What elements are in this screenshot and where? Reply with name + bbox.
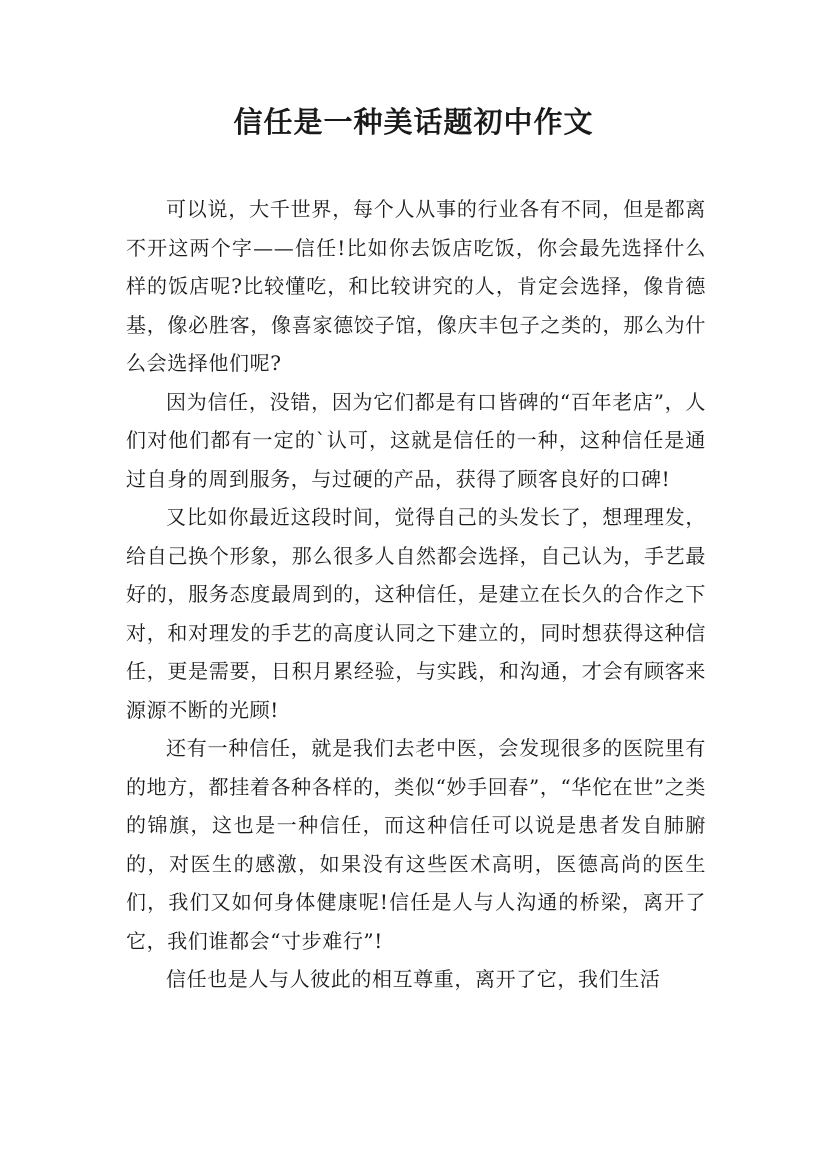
document-body [126,190,706,999]
paragraph-4: 还有一种信任，就是我们去老中医，会发现很多的医院里有的地方，都挂着各种各样的，类似“妙手回春”，“华佗在世”之类的锦旗，这也是一种信任，而这种信任可以说是患者发自肺腑的，对医生的感激，如果没有这些医术高明，医德高尚的医生们，我们又如何身体健康呢!信任是人与人沟通的桥梁，离开了它，我们谁都会“寸步难行”! [126,736,706,953]
paragraph-1: 可以说，大千世界，每个人从事的行业各有不同，但是都离不开这两个字——信任!比如你去饭店吃饭，你会最先选择什么样的饭店呢?比较懂吃，和比较讲究的人，肯定会选择，像肯德基，像必胜客，像喜家德饺子馆，像庆丰包子之类的，那么为什么会选择他们呢? [126,197,706,375]
paragraph-3: 又比如你最近这段时间，觉得自己的头发长了，想理理发，给自己换个形象，那么很多人自然都会选择，自己认为，手艺最好的，服务态度最周到的，这种信任，是建立在长久的合作之下对，和对理发的手艺的高度认同之下建立的，同时想获得这种信任，更是需要，日积月累经验，与实践，和沟通，才会有顾客来源源不断的光顾! [126,505,706,722]
paragraph-2: 因为信任，没错，因为它们都是有口皆碑的“百年老店”，人们对他们都有一定的`认可，这就是信任的一种，这种信任是通过自身的周到服务，与过硬的产品，获得了顾客良好的口碑! [126,389,706,491]
paragraph-5: 信任也是人与人彼此的相互尊重，离开了它，我们生活 [166,967,661,991]
document-title: 信任是一种美话题初中作文 [233,105,594,139]
